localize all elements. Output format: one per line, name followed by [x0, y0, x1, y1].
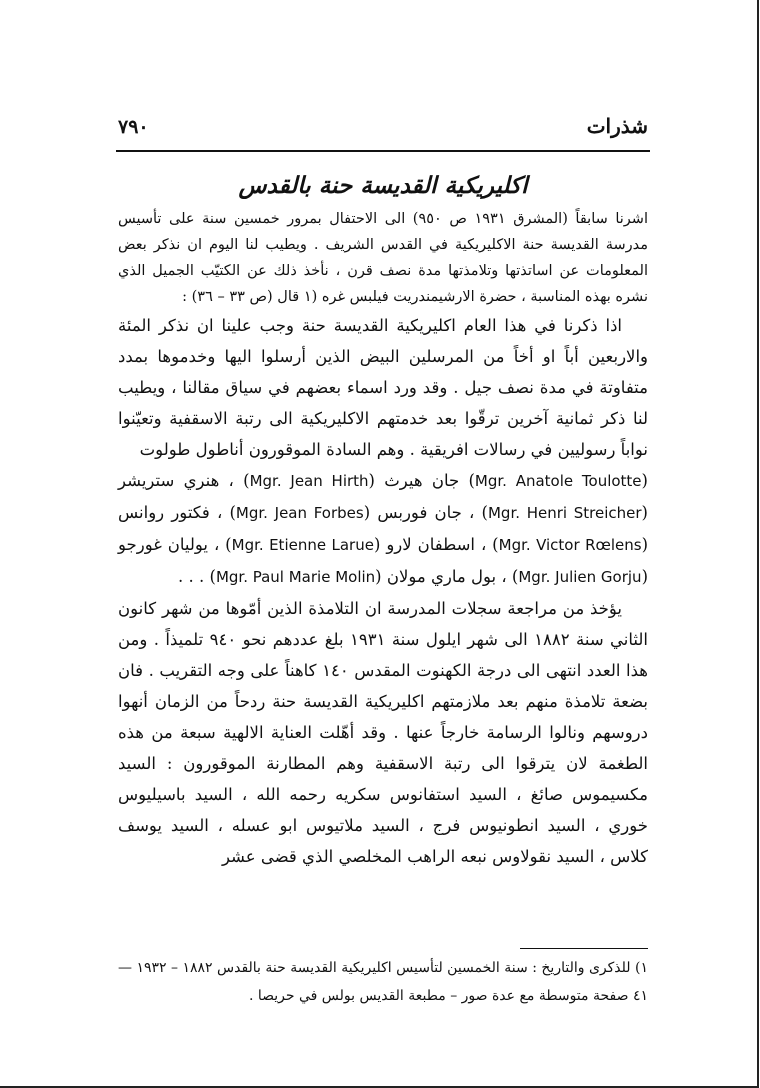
bishop-arabic-name: فكتور روانس	[118, 503, 210, 522]
bishop-arabic-name: يوليان غورجو	[118, 535, 209, 554]
bishop-arabic-name: اسطفان لارو	[386, 535, 476, 554]
page-number: ٧٩٠	[118, 116, 149, 138]
bishops-paragraph	[118, 310, 648, 465]
bishops-names-list: (Mgr. Anatole Toulotte) جان هيرث (Mgr. Jean Hirth) ، هنري ستريشر (Mgr. Henri Streicher) ، جان فوربس (Mgr. Jean Forbes) ، فكتور روانس (Mgr. Victor Rœlens) ، اسطفان لارو (Mgr. Etienne Larue) ، يوليان غورجو (Mgr. Julien Gorju) ، بول ماري مولان (Mgr. Paul Marie Molin) . . .	[118, 471, 649, 586]
intro-paragraph: اشرنا سابقاً (المشرق ١٩٣١ ص ٩٥٠) الى الاحتفال بمرور خمسين سنة على تأسيس مدرسة القديسة حنة الاكليريكية في القدس الشريف . ويطيب لنا اليوم ان نذكر بعض المعلومات عن اساتذتها وتلامذتها مدة نصف قرن ، نأخذ ذلك عن الكتيّب الجميل الذي نشره بهذه المناسبة ، حضرة الارشيمندريت فيلبس غره (١ قال (ص ٣٣ – ٣٦) :	[118, 211, 648, 305]
bishop-latin-name: Mgr. Paul Marie Molin	[215, 568, 376, 586]
bishop-latin-name: Mgr. Julien Gorju	[518, 568, 642, 586]
bishop-latin-name: Mgr. Henri Streicher	[487, 504, 642, 522]
footnote-rule	[520, 948, 648, 949]
bishop-arabic-name: جان فوربس	[377, 503, 462, 522]
bishop-latin-name: Mgr. Anatole Toulotte	[474, 472, 642, 490]
bishop-latin-name: Mgr. Etienne Larue	[231, 536, 374, 554]
article-title: اكليريكية القديسة حنة بالقدس	[238, 172, 528, 199]
bishop-arabic-name: بول ماري مولان	[386, 567, 497, 586]
bishop-latin-name: Mgr. Jean Hirth	[249, 472, 369, 490]
bishop-arabic-name: جان هيرث	[384, 471, 460, 490]
bishops-paragraph-text: اذا ذكرنا في هذا العام اكليريكية القديسة حنة وجب علينا ان نذكر المئة والاربعين أباً او أخاً من المرسلين البيض الذين أرسلوا اليها وخدموها بمدد متفاوتة في مدة نصف جيل . وقد ورد اسماء بعضهم في سياق مقالنا ، ويطيب لنا ذكر ثمانية آخرين ترقّوا بعد خدمتهم الاكليريكية الى رتبة الاسقفية وتعيّنوا نواباً رسوليين في رسالات افريقية . وهم السادة الموقورون أناطول طولوت	[118, 316, 648, 459]
bishop-latin-name: Mgr. Victor Rœlens	[498, 536, 642, 554]
footnote: ١) للذكرى والتاريخ : سنة الخمسين لتأسيس اكليريكية القديسة حنة بالقدس ١٨٨٢ – ١٩٣٢ — ٤١ صفحة متوسطة مع عدة صور – مطبعة القديس بولس في حريصا .	[118, 960, 648, 1004]
bishop-arabic-name: هنري ستريشر	[118, 471, 220, 490]
page-header	[118, 116, 648, 146]
bishop-latin-name: Mgr. Jean Forbes	[235, 504, 364, 522]
alumni-paragraph: يؤخذ من مراجعة سجلات المدرسة ان التلامذة الذين أمّوها من شهر كانون الثاني سنة ١٨٨٢ الى شهر ايلول سنة ١٩٣١ بلغ عددهم نحو ٩٤٠ تلميذاً . ومن هذا العدد انتهى الى درجة الكهنوت المقدس ١٤٠ كاهناً على وجه التقريب . فان بضعة تلامذة منهم بعد ملازمتهم اكليريكية القديسة حنة ردحاً من الزمان أنهوا دروسهم ونالوا الرسامة خارجاً عنها . وقد أهّلت العناية الالهية سبعة من هذه الطغمة لان يترقوا الى رتبة الاسقفية وهم المطارنة الموقورون : السيد مكسيموس صائغ ، السيد استفانوس سكريه رحمه الله ، السيد باسيليوس خوري ، السيد انطونيوس فرج ، السيد ملاتيوس ابو عسله ، السيد يوسف كلاس ، السيد نقولاوس نبعه الراهب المخلصي الذي قضى عشر	[118, 599, 649, 866]
article-body	[118, 206, 648, 872]
header-rule	[116, 150, 650, 152]
running-title: شذرات	[586, 114, 648, 138]
